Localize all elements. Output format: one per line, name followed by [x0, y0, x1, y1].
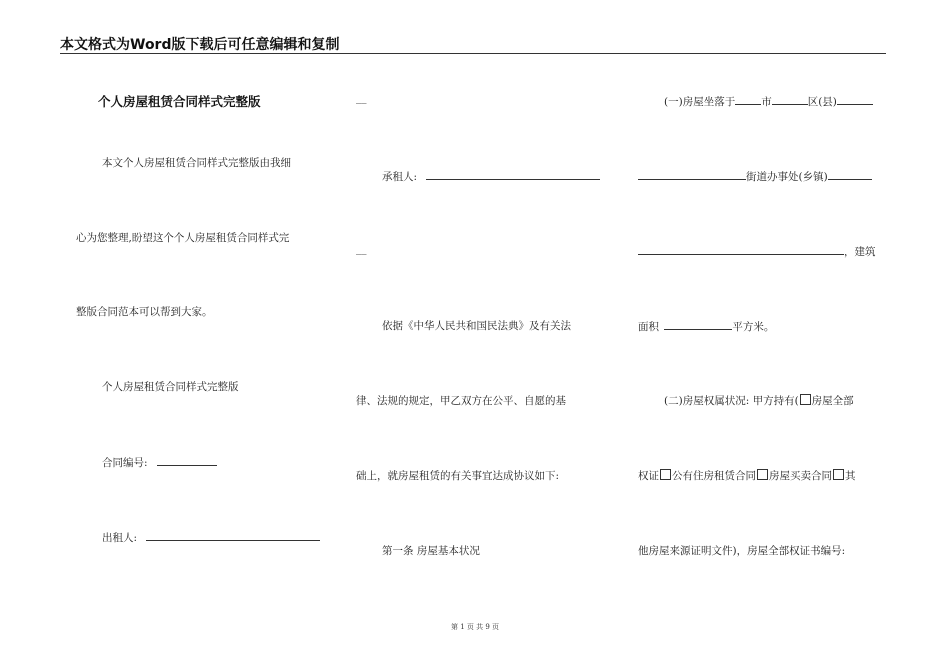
- building-row: [638, 243, 876, 259]
- building-label: ，建筑: [844, 246, 876, 258]
- contract-number-blank[interactable]: [157, 454, 217, 466]
- basis-line-2: 律、法规的规定，甲乙双方在公平、自愿的基: [356, 395, 566, 407]
- document-title: 个人房屋租赁合同样式完整版: [98, 94, 261, 109]
- sale-contract-label: 房屋买卖合同: [769, 470, 832, 482]
- ownership-row: [664, 393, 854, 408]
- ownership-label: (二)房屋权属状况: 甲方持有(: [664, 395, 799, 407]
- street-blank-2[interactable]: [828, 168, 872, 180]
- public-contract-label: 公有住房租赁合同: [672, 470, 756, 482]
- page-footer: 第 1 页 共 9 页: [450, 623, 500, 631]
- location-blank-1[interactable]: [735, 93, 761, 105]
- full-ownership-label: 房屋全部: [811, 395, 854, 407]
- area-row: [638, 318, 774, 334]
- header-title: 本文格式为Word版下载后可任意编辑和复制: [60, 37, 340, 53]
- article-1-heading: 第一条 房屋基本状况: [382, 545, 480, 557]
- full-ownership-checkbox[interactable]: [800, 394, 811, 405]
- lessor-blank[interactable]: [146, 529, 320, 541]
- public-contract-checkbox[interactable]: [660, 469, 671, 480]
- intro-line-3: 整版合同范本可以帮到大家。: [76, 306, 213, 318]
- sale-contract-checkbox[interactable]: [757, 469, 768, 480]
- lessee-blank[interactable]: [426, 168, 600, 180]
- address-blank[interactable]: [638, 243, 844, 255]
- contract-number-row: [102, 454, 217, 470]
- area-label: 面积: [638, 321, 659, 333]
- area-unit: 平方米。: [732, 321, 775, 333]
- basis-line-1: 依据《中华人民共和国民法典》及有关法: [382, 320, 571, 332]
- header-divider: [60, 53, 886, 54]
- location-row: [664, 93, 873, 109]
- street-row: [638, 168, 872, 184]
- contract-number-label: 合同编号:: [102, 457, 148, 469]
- certificate-row: [638, 468, 856, 483]
- dash-1: __: [356, 92, 367, 104]
- lessee-row: [382, 168, 600, 184]
- other-label: 其: [845, 470, 856, 482]
- other-checkbox[interactable]: [833, 469, 844, 480]
- dash-2: __: [356, 243, 367, 255]
- other-docs-line: 他房屋来源证明文件)，房屋全部权证书编号:: [638, 545, 846, 557]
- certificate-label: 权证: [638, 470, 659, 482]
- intro-line-2: 心为您整理,盼望这个个人房屋租赁合同样式完: [76, 232, 290, 244]
- location-blank-2[interactable]: [772, 93, 808, 105]
- location-label: (一)房屋坐落于: [664, 96, 736, 108]
- city-label: 市: [761, 96, 772, 108]
- lessor-row: [102, 529, 320, 545]
- district-label: 区(县): [807, 96, 837, 108]
- subtitle: 个人房屋租赁合同样式完整版: [102, 381, 239, 393]
- lessor-label: 出租人:: [102, 532, 138, 544]
- basis-line-3: 础上，就房屋租赁的有关事宜达成协议如下:: [356, 470, 560, 482]
- street-label: 街道办事处(乡镇): [746, 171, 828, 183]
- location-blank-3[interactable]: [837, 93, 873, 105]
- intro-line-1: 本文个人房屋租赁合同样式完整版由我细: [102, 157, 291, 169]
- street-blank-1[interactable]: [638, 168, 746, 180]
- area-blank[interactable]: [664, 318, 732, 330]
- lessee-label: 承租人:: [382, 171, 418, 183]
